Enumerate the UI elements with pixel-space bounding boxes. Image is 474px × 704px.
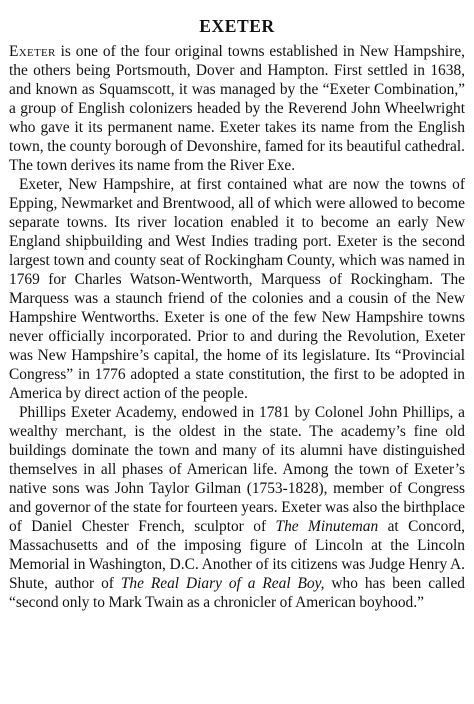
paragraph-3 — [9, 403, 465, 612]
paragraph-3-text-a: Phillips Exeter Academy, endowed in 1781 by Colonel John Phillips, a wealthy merchant, is the oldest in the state. The academy’s fine old buildings dominate the town and many of its alumni have distinguished themselves in all phases of American life. Among the town of Exeter’s native sons was John Taylor Gilman (1753-1828), member of Congress and governor of the state for fourteen years. Exeter was also the birthplace of Daniel Chester French, sculptor of — [9, 404, 465, 535]
work-title-minuteman: The Minuteman — [275, 518, 379, 535]
paragraph-3-text-b: at Concord, Massachusetts and of the imposing figure of Lincoln at the Lincoln Memorial in Washington, D.C. Another of its citizens was Judge Henry A. Shute, author of — [9, 518, 466, 592]
paragraph-2 — [9, 175, 465, 403]
document-page — [9, 0, 465, 704]
paragraph-1-text: is one of the four original towns established in New Hampshire, the others being Portsmouth, Dover and Hampton. First settled in 1638, and known as Squamscott, it was managed by the “Exeter Combination,” a group of English colonizers headed by the Reverend John Wheelwright who gave it its permanent name. Exeter takes its name from the English town, the county borough of Devonshire, famed for its beautiful cathedral. The town derives its name from the River Exe. — [9, 43, 465, 174]
page-title: EXETER — [199, 16, 275, 36]
work-title-real-diary: The Real Diary of a Real Boy, — [120, 575, 325, 592]
paragraph-1 — [9, 42, 465, 175]
paragraph-lead-word: Exeter — [9, 43, 56, 60]
paragraph-3-text-c: who has been called “second only to Mark Twain as a chronicler of American boyhood.” — [9, 575, 466, 611]
paragraph-2-text: Exeter, New Hampshire, at first contained what are now the towns of Epping, Newmarket and Brentwood, all of which were allowed to become separate towns. Its river location enabled it to become an early New England shipbuilding and West Indies trading port. Exeter is the second largest town and county seat of Rockingham County, which was named in 1769 for Charles Watson-Wentworth, Marquess of Rockingham. The Marquess was a staunch friend of the colonies and a cousin of the New Hampshire Wentworths. Exeter is one of the few New Hampshire towns never officially incorporated. Prior to and during the Revolution, Exeter was New Hampshire’s capital, the home of its legislature. Its “Provincial Congress” in 1776 adopted a state constitution, the first to be adopted in America by direct action of the people. — [9, 176, 465, 402]
